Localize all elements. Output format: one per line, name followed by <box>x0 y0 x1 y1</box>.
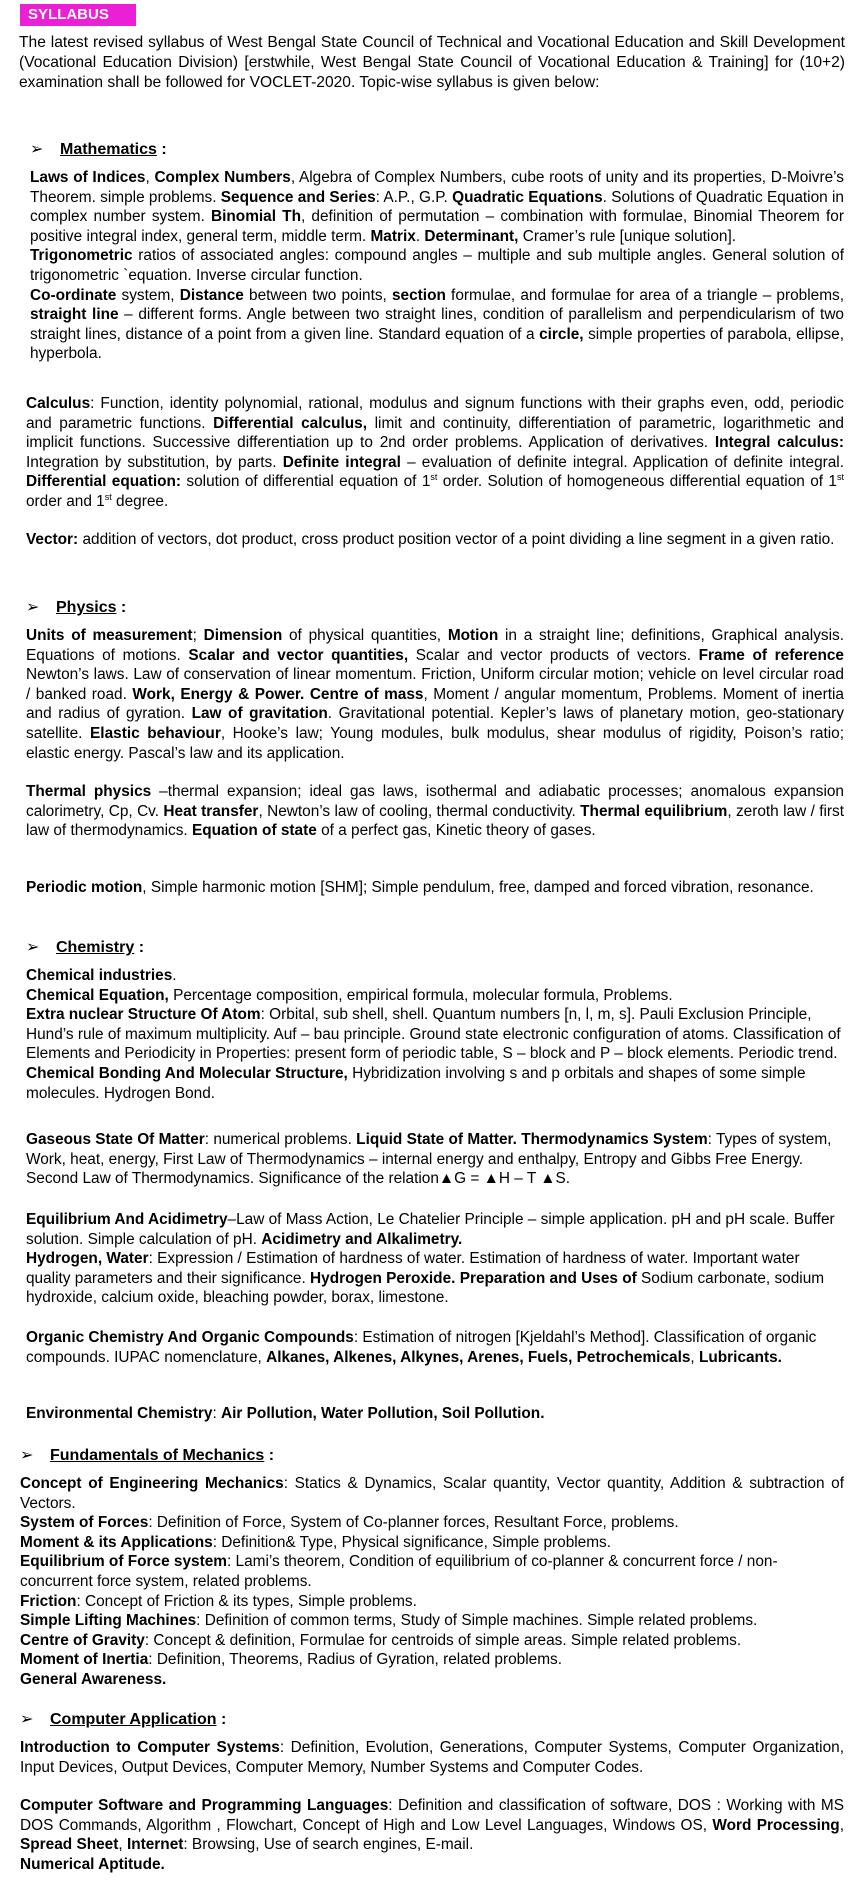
chemistry-line-industries: Chemical industries. <box>26 967 177 984</box>
syllabus-badge: SYLLABUS <box>20 4 136 26</box>
chemistry-line-atom: Extra nuclear Structure Of Atom: Orbital, sub shell, shell. Quantum numbers [n, l, m, s]. Pauli Exclusion Principle, Hund’s rule of maximum multiplicity. Auf – bau principle. Ground state electronic configuration of atoms. Classification of Elements and Periodicity in Properties: present form of periodic table, S – block and P – block elements. Periodic trend. <box>26 1006 841 1063</box>
mechanics-line-forces: System of Forces: Definition of Force, System of Co-planner forces, Resultant Force, problems. <box>20 1514 679 1532</box>
math-block-1 <box>30 168 844 364</box>
arrow-bullet-icon: ➢ <box>26 599 40 616</box>
math-paragraph-trigonometry: Trigonometric ratios of associated angles: compound angles – multiple and sub multiple angles. General solution of trigonometric `equation. Inverse circular function. <box>30 247 844 284</box>
section-heading-chemistry: ➢ Chemistry : <box>26 939 145 956</box>
chemistry-paragraph-equilibrium: Equilibrium And Acidimetry–Law of Mass Action, Le Chatelier Principle – simple application. pH and pH scale. Buffer solution. Simple calculation of pH. Acidimetry and Alkalimetry. <box>26 1211 835 1248</box>
mechanics-line-concept: Concept of Engineering Mechanics: Statics & Dynamics, Scalar quantity, Vector quantity, Addition & subtraction of Vectors. <box>20 1475 844 1512</box>
mechanics-line-awareness: General Awareness. <box>20 1670 167 1688</box>
chemistry-block-1 <box>26 966 844 1103</box>
section-heading-mathematics: ➢ Mathematics : <box>30 141 167 158</box>
section-title: Computer Application <box>50 1711 217 1728</box>
mechanics-line-moment: Moment & its Applications: Definition& Type, Physical significance, Simple problems. <box>20 1533 612 1551</box>
section-title: Mathematics <box>60 141 157 158</box>
section-heading-physics: ➢ Physics : <box>26 599 127 616</box>
physics-paragraph-periodic: Periodic motion, Simple harmonic motion [SHM]; Simple pendulum, free, damped and forced vibration, resonance. <box>26 879 814 896</box>
chemistry-line-equation: Chemical Equation, Percentage composition, empirical formula, molecular formula, Problems. <box>26 986 673 1004</box>
mechanics-line-friction: Friction: Concept of Friction & its types, Simple problems. <box>20 1592 417 1610</box>
chemistry-paragraph-organic: Organic Chemistry And Organic Compounds: Estimation of nitrogen [Kjeldahl’s Method]. Classification of organic compounds. IUPAC nomenclature, Alkanes, Alkenes, Alkynes, Arenes, Fuels, Petrochemicals, Lubricants. <box>26 1329 817 1366</box>
section-title: Chemistry <box>56 939 135 956</box>
section-title: Physics <box>56 599 117 616</box>
arrow-bullet-icon: ➢ <box>26 939 40 956</box>
computer-paragraph-software: Computer Software and Programming Languages: Definition and classification of software, DOS : Working with MS DOS Commands, Algorithm , Flowchart, Concept of High and Low Level Languages, Windows OS, Word Processing, Spread Sheet, Internet: Browsing, Use of search engines, E-mail. Numerical Aptitude. <box>20 1797 844 1873</box>
chemistry-paragraph-environmental: Environmental Chemistry: Air Pollution, Water Pollution, Soil Pollution. <box>26 1405 545 1422</box>
section-title: Fundamentals of Mechanics <box>50 1447 265 1464</box>
chemistry-paragraph-gaseous: Gaseous State Of Matter: numerical problems. Liquid State of Matter. Thermodynamics System: Types of system, Work, heat, energy, First Law of Thermodynamics – internal energy and enthalpy, Entropy and Gibbs Free Energy. Second Law of Thermodynamics. Significance of the relation▲G = ▲H – T ▲S. <box>26 1131 832 1188</box>
numerical-aptitude-label: Numerical Aptitude. <box>20 1855 165 1873</box>
computer-paragraph-intro: Introduction to Computer Systems: Definition, Evolution, Generations, Computer Systems, Computer Organization, Input Devices, Output Devices, Computer Memory, Number Systems and Computer Codes. <box>20 1739 844 1776</box>
intro-paragraph: The latest revised syllabus of West Bengal State Council of Technical and Vocational Education and Skill Development (Vocational Education Division) [erstwhile, West Bengal State Council of Vocational Education & Training] for (10+2) examination shall be followed for VOCLET-2020. Topic-wise syllabus is given below: <box>19 34 845 91</box>
physics-paragraph-thermal: Thermal physics –thermal expansion; ideal gas laws, isothermal and adiabatic processes; anomalous expansion calorimetry, Cp, Cv. Heat transfer, Newton’s law of cooling, thermal conductivity. Thermal equilibrium, zeroth law / first law of thermodynamics. Equation of state of a perfect gas, Kinetic theory of gases. <box>26 783 845 840</box>
chemistry-line-bonding: Chemical Bonding And Molecular Structure, Hybridization involving s and p orbitals and shapes of some simple molecules. Hydrogen Bond. <box>26 1064 806 1102</box>
arrow-bullet-icon: ➢ <box>20 1711 34 1728</box>
chemistry-paragraph-hydrogen: Hydrogen, Water: Expression / Estimation of hardness of water. Estimation of hardness of water. Important water quality parameters and their significance. Hydrogen Peroxide. Preparation and Uses of Sodium carbonate, sodium hydroxide, calcium oxide, bleaching powder, borax, limestone. <box>26 1250 825 1307</box>
mechanics-block <box>20 1474 844 1690</box>
section-heading-mechanics: ➢ Fundamentals of Mechanics : <box>20 1447 275 1464</box>
mechanics-line-inertia: Moment of Inertia: Definition, Theorems, Radius of Gyration, related problems. <box>20 1651 563 1669</box>
section-heading-computer: ➢ Computer Application : <box>20 1711 227 1728</box>
mechanics-line-equilibrium: Equilibrium of Force system: Lami’s theorem, Condition of equilibrium of co-planner & concurrent force / non-concurrent force system, related problems. <box>20 1553 778 1590</box>
arrow-bullet-icon: ➢ <box>30 141 44 158</box>
chemistry-block-equilibrium <box>26 1210 844 1308</box>
mechanics-line-lifting: Simple Lifting Machines: Definition of common terms, Study of Simple machines. Simple related problems. <box>20 1612 758 1630</box>
math-paragraph-vector: Vector: addition of vectors, dot product, cross product position vector of a point dividing a line segment in a given ratio. <box>26 531 835 548</box>
physics-paragraph-mechanics: Units of measurement; Dimension of physical quantities, Motion in a straight line; definitions, Graphical analysis. Equations of motions. Scalar and vector quantities, Scalar and vector products of vectors. Frame of reference Newton’s laws. Law of conservation of linear momentum. Friction, Uniform circular motion; vehicle on level circular road / banked road. Work, Energy & Power. Centre of mass, Moment / angular momentum, Problems. Moment of inertia and radius of gyration. Law of gravitation. Gravitational potential. Kepler’s laws of planetary motion, geo-stationary satellite. Elastic behaviour, Hooke’s law; Young modules, bulk modulus, shear modulus of rigidity, Poison’s ratio; elastic energy. Pascal’s law and its application. <box>26 627 845 762</box>
arrow-bullet-icon: ➢ <box>20 1447 34 1464</box>
math-paragraph-coordinate: Co-ordinate system, Distance between two points, section formulae, and formulae for area of a triangle – problems, straight line – different forms. Angle between two straight lines, condition of parallelism and perpendicularism of two straight lines, distance of a point from a given line. Standard equation of a circle, simple properties of parabola, ellipse, hyperbola. <box>30 286 844 363</box>
math-paragraph-calculus: Calculus: Function, identity polynomial, rational, modulus and signum functions with their graphs even, odd, periodic and parametric functions. Differential calculus, limit and continuity, differentiation of parametric, logarithmetic and implicit functions. Successive differentiation up to 2nd order problems. Application of derivatives. Integral calculus: Integration by substitution, by parts. Definite integral – evaluation of definite integral. Application of definite integral. Differential equation: solution of differential equation of 1st order. Solution of homogeneous differential equation of 1st order and 1st degree. <box>26 395 845 510</box>
math-paragraph-algebra: Laws of Indices, Complex Numbers, Algebra of Complex Numbers, cube roots of unity and its properties, D-Moivre’s Theorem. simple problems. Sequence and Series: A.P., G.P. Quadratic Equations. Solutions of Quadratic Equation in complex number system. Binomial Th, definition of permutation – combination with formulae, Binomial Theorem for positive integral index, general term, middle term. Matrix. Determinant, Cramer’s rule [unique solution]. <box>30 169 844 245</box>
mechanics-line-gravity: Centre of Gravity: Concept & definition, Formulae for centroids of simple areas. Simple related problems. <box>20 1631 742 1649</box>
